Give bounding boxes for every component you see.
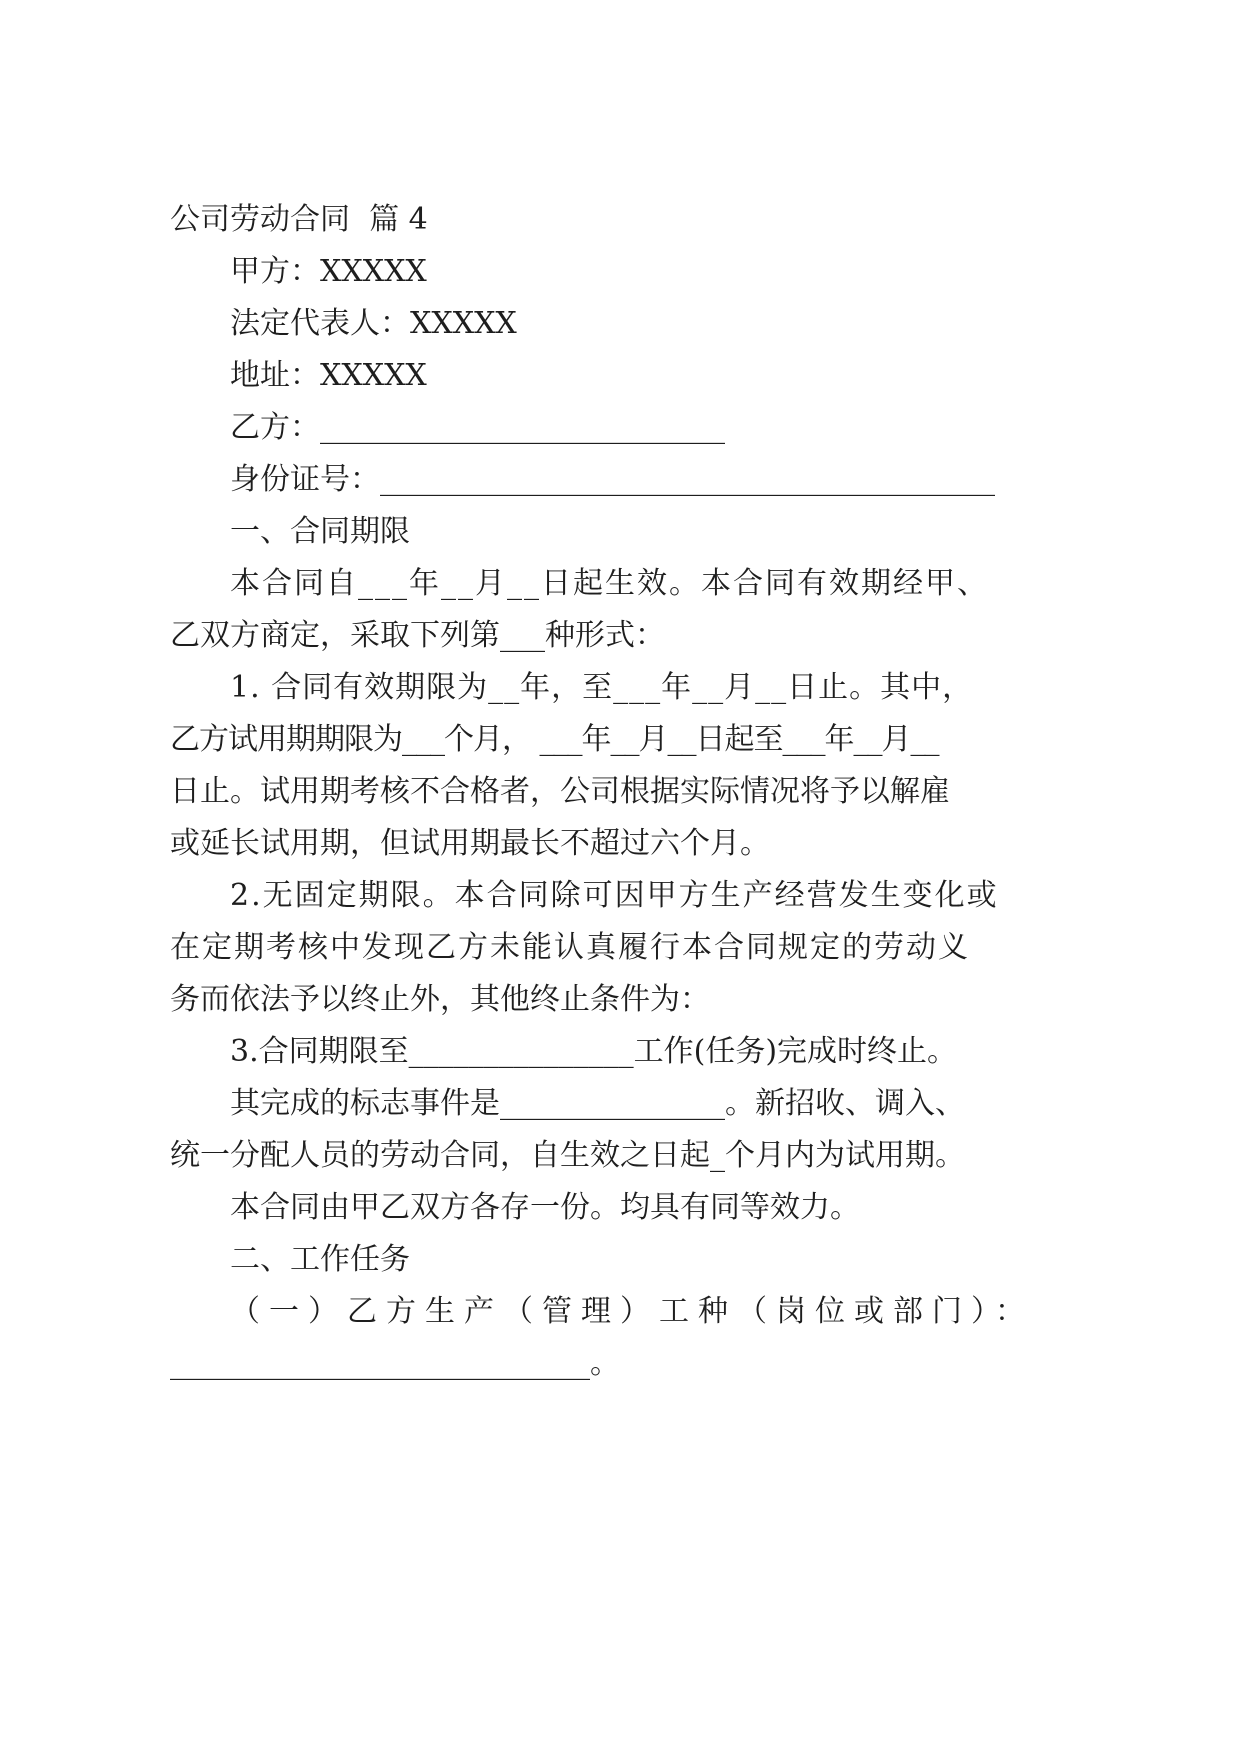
paragraph-line: 1. 合同有效期限为__年，至___年__月__日止。其中， xyxy=(230,670,974,705)
address-line: 地址：XXXXX xyxy=(230,358,427,393)
document-title: 公司劳动合同 篇 4 xyxy=(170,202,428,237)
paragraph-line: 统一分配人员的劳动合同，自生效之日起_个月内为试用期。 xyxy=(170,1138,965,1173)
party-b-line: 乙方：___________________________ xyxy=(230,410,725,445)
section-heading-contract-term: 一、合同期限 xyxy=(230,514,410,549)
paragraph-line: 或延长试用期，但试用期最长不超过六个月。 xyxy=(170,826,770,861)
legal-representative-line: 法定代表人：XXXXX xyxy=(230,306,517,341)
paragraph-line: 乙方试用期期限为___个月， ___年__月__日起至___年__月__ xyxy=(170,722,939,757)
paragraph-line: （一）乙方生产（管理）工种（岗位或部门）： xyxy=(230,1294,1034,1329)
paragraph-line: 其完成的标志事件是_______________。新招收、调入、 xyxy=(230,1086,965,1121)
paragraph-line: 乙双方商定，采取下列第___种形式： xyxy=(170,618,665,653)
paragraph-line: 本合同由甲乙双方各存一份。均具有同等效力。 xyxy=(230,1190,860,1225)
paragraph-line: 3.合同期限至_______________工作(任务)完成时终止。 xyxy=(230,1034,958,1069)
paragraph-line: 日止。试用期考核不合格者，公司根据实际情况将予以解雇 xyxy=(170,774,950,809)
section-heading-work-tasks: 二、工作任务 xyxy=(230,1242,410,1277)
paragraph-line: ____________________________。 xyxy=(170,1346,620,1381)
paragraph-line: 2.无固定期限。本合同除可因甲方生产经营发生变化或 xyxy=(230,878,999,913)
paragraph-line: 在定期考核中发现乙方未能认真履行本合同规定的劳动义 xyxy=(170,930,970,965)
paragraph-line: 务而依法予以终止外，其他终止条件为： xyxy=(170,982,710,1017)
party-a-line: 甲方：XXXXX xyxy=(230,254,427,289)
paragraph-line: 本合同自___年__月__日起生效。本合同有效期经甲、 xyxy=(230,566,989,601)
id-number-line: 身份证号：_________________________________________ xyxy=(230,462,995,497)
